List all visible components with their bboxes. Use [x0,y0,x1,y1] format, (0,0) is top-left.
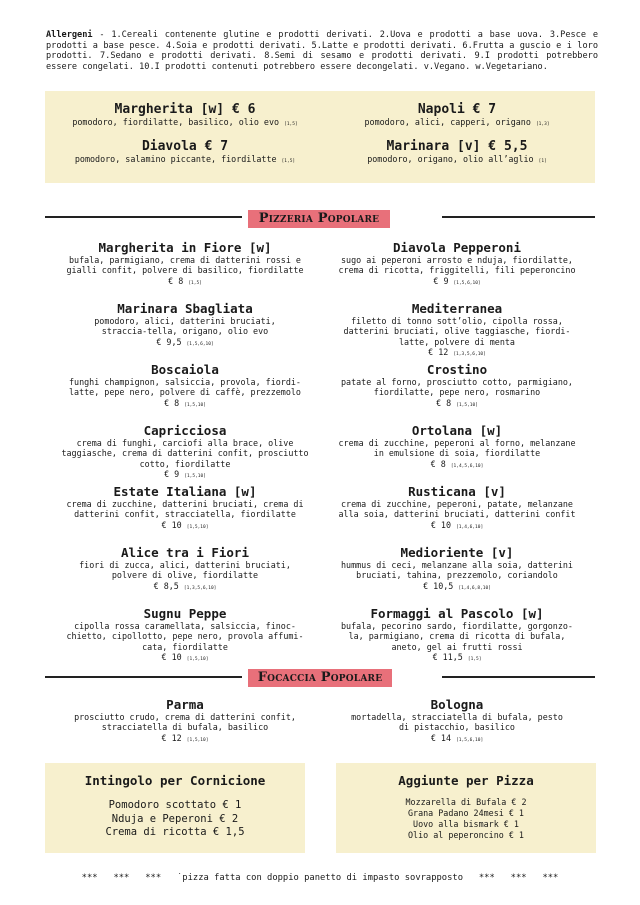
item-allergens: [1,3,5,6,10] [453,352,486,358]
item-allergens: [1,4,5,6,10] [450,463,484,469]
item-allergens: [1,3] [535,122,550,127]
item-allergens: [1,5,6,10] [453,280,481,286]
item-price: € 8 [168,275,184,286]
item-price: € 11,5 [432,652,463,663]
item-desc: bufala, parmigiano, crema di datterini rossi e gialli confit, polvere di basilico, fiordilatte [66,255,304,276]
item-desc: funghi champignon, salsiccia, provola, fiordi-latte, pepe nero, polvere di caffè, prezzemolo [69,377,301,398]
intingolo-title: Intingolo per Cornicione [84,773,266,788]
item-price: € 8 [430,458,446,469]
item-allergens: [1,5] [467,657,482,663]
section-title-pizzeria: Pizzeria Popolare [248,210,390,228]
item-name: Boscaiola [151,362,219,377]
menu-item-crostino [330,362,584,411]
item-allergens: [1,5,10] [186,524,209,530]
menu-item-capricciosa [60,423,310,482]
aggiunte-list [336,797,596,841]
item-allergens: [1,5,10] [184,474,206,480]
item-price: € 8 [436,397,452,408]
menu-item-parma [60,697,310,746]
item-desc: pomodoro, alici, capperi, origano [364,117,531,127]
aggiunte-title: Aggiunte per Pizza [398,773,534,788]
item-desc: crema di zucchine, peperoni al forno, melanzane in emulsione di soia, fiordilatte [338,438,576,459]
item-name: Napoli € 7 [417,102,497,117]
item-desc: crema di zucchine, datterini bruciati, crema di datterini confit, stracciatella, fiordilatte [66,499,304,520]
item-allergens: [1,5] [284,122,298,127]
item-desc: prosciutto crudo, crema di datterini confit, stracciatella di bufala, basilico [74,712,296,733]
item-price: € 8 [164,397,180,408]
footer-note: *** *** *** ˙pizza fatta con doppio panetto di impasto sovrapposto *** *** *** [81,873,559,883]
allergen-label: Allergeni [46,30,93,40]
list-item: Crema di ricotta € 1,5 [105,826,245,838]
menu-item-marinara-sbagliata [60,301,310,350]
item-desc: sugo ai peperoni arrosto e nduja, fiordilatte, crema di ricotta, friggitelli, fili peperoncino [338,255,576,276]
section-title-focaccia: Focaccia Popolare [248,669,392,687]
menu-item-alice-tra-i-fiori [60,545,310,594]
item-allergens: [1,5,10] [184,402,206,408]
item-desc: pomodoro, origano, olio all’aglio [367,154,534,164]
list-item: Mozzarella di Bufala € 2 [405,797,527,807]
list-item: Pomodoro scottato € 1 [108,799,242,811]
menu-item-margherita [60,102,310,130]
item-name: Rusticana [v] [408,484,506,499]
item-desc: patate al forno, prosciutto cotto, parmigiano, fiordilatte, pepe nero, rosmarino [341,377,573,398]
item-allergens: [1,3,5,6,10] [183,585,217,591]
list-item: Nduja e Peperoni € 2 [111,812,239,825]
divider-line [442,216,595,218]
item-price: € 12 [428,347,449,358]
item-price: € 8,5 [153,580,179,591]
item-name: Diavola Pepperoni [393,240,521,255]
menu-item-mediterranea [330,301,584,360]
item-allergens: [1,4,6,8,10] [458,585,491,591]
item-desc: pomodoro, fiordilatte, basilico, olio evo [72,117,280,127]
item-name: Margherita in Fiore [w] [98,240,272,255]
divider-line [45,676,242,678]
divider-line [442,676,595,678]
item-name: Margherita [w] € 6 [114,102,256,117]
item-allergens: [1,5,10] [186,737,209,743]
item-price: € 9,5 [156,336,182,347]
item-name: Marinara Sbagliata [117,301,253,316]
list-item: Olio al peperoncino € 1 [408,830,524,840]
item-name: Bologna [430,697,484,712]
item-price: € 10 [161,519,182,530]
item-allergens: [1,5,10] [186,657,209,663]
list-item: Uovo alla bismark € 1 [413,819,519,829]
item-name: Mediterranea [411,301,503,316]
item-desc: fiori di zucca, alici, datterini bruciati, polvere di olive, fiordilatte [79,560,291,581]
item-name: Ortolana [w] [411,423,503,438]
menu-item-medioriente [330,545,584,594]
item-name: Formaggi al Pascolo [w] [370,606,544,621]
allergen-text: - 1.Cereali contenente glutine e prodotti derivati. 2.Uova e prodotti a base uova. 3.Pesce e prodotti a base pesce. 4.Soia e prodotti derivati. 5.Latte e prodotti derivati. 6.Frutta a guscio e i loro prodotti. 7.Sedano e prodotti derivati. 8.Semi di sesamo e prodotti derivati. 9.I prodotti potrebbero essere congelati. 10.I prodotti contenuti potrebbero essere decongelati. v.Vegano. w.Vegetariano. [46,30,598,72]
menu-item-ortolana [330,423,584,472]
item-desc: filetto di tonno sott’olio, cipolla rossa, datterini bruciati, olive taggiasche, fiordi-latte, polvere di menta [343,316,571,347]
menu-item-margherita-in-fiore [60,240,310,289]
menu-item-rusticana [330,484,584,533]
menu-item-estate-italiana [60,484,310,533]
item-price: € 10 [161,652,182,663]
item-allergens: [1] [538,159,547,164]
item-price: € 9 [433,275,449,286]
menu-item-marinara [330,139,584,167]
item-desc: crema di zucchine, peperoni, patate, melanzane alla soia, datterini bruciati, datterini confit [338,499,576,520]
item-allergens: [1,5,10] [456,402,478,408]
list-item: Grana Padano 24mesi € 1 [408,808,524,818]
item-desc: bufala, pecorino sardo, fiordilatte, gorgonzo-la, parmigiano, crema di ricotta di bufala, aneto, gel ai frutti rossi [341,621,573,652]
item-name: Medioriente [v] [400,545,514,560]
item-allergens: [1,5,6,10] [186,341,214,347]
menu-item-sugnu-peppe [60,606,310,665]
item-allergens: [1,5] [188,280,202,286]
menu-item-diavola [60,139,310,167]
item-desc: cipolla rossa caramellata, salsiccia, finoc-chietto, cipollotto, pepe nero, provola affumi-cata, fiordilatte [66,621,304,652]
item-price: € 12 [161,732,182,743]
item-name: Sugnu Peppe [143,606,227,621]
item-desc: mortadella, stracciatella di bufala, pesto di pistacchio, basilico [351,712,563,733]
allergen-legend [46,30,598,72]
item-name: Parma [166,697,204,712]
item-name: Marinara [v] € 5,5 [386,139,528,154]
item-name: Estate Italiana [w] [113,484,257,499]
item-name: Capricciosa [143,423,227,438]
menu-item-diavola-pepperoni [330,240,584,289]
menu-item-formaggi-al-pascolo [330,606,584,665]
item-name: Diavola € 7 [141,139,229,154]
item-desc: crema di funghi, carciofi alla brace, olive taggiasche, crema di datterini confit, prosciutto cotto, fiordilatte [61,438,309,469]
item-price: € 10 [430,519,452,530]
menu-item-boscaiola [60,362,310,411]
item-name: Crostino [426,362,488,377]
item-name: Alice tra i Fiori [121,545,249,560]
item-price: € 9 [164,469,180,480]
menu-item-bologna [330,697,584,746]
item-price: € 10,5 [423,580,454,591]
item-allergens: [1,5] [281,159,296,164]
item-allergens: [1,4,6,10] [456,524,484,530]
item-price: € 14 [430,732,452,743]
item-desc: pomodoro, alici, datterini bruciati, straccia-tella, origano, olio evo [94,316,276,337]
intingolo-list [45,799,305,840]
item-desc: pomodoro, salamino piccante, fiordilatte [74,154,277,164]
item-desc: hummus di ceci, melanzane alla soia, datterini bruciati, tahina, prezzemolo, coriandolo [341,560,573,581]
item-allergens: [1,5,6,10] [456,737,484,743]
divider-line [45,216,242,218]
menu-item-napoli [330,102,584,130]
